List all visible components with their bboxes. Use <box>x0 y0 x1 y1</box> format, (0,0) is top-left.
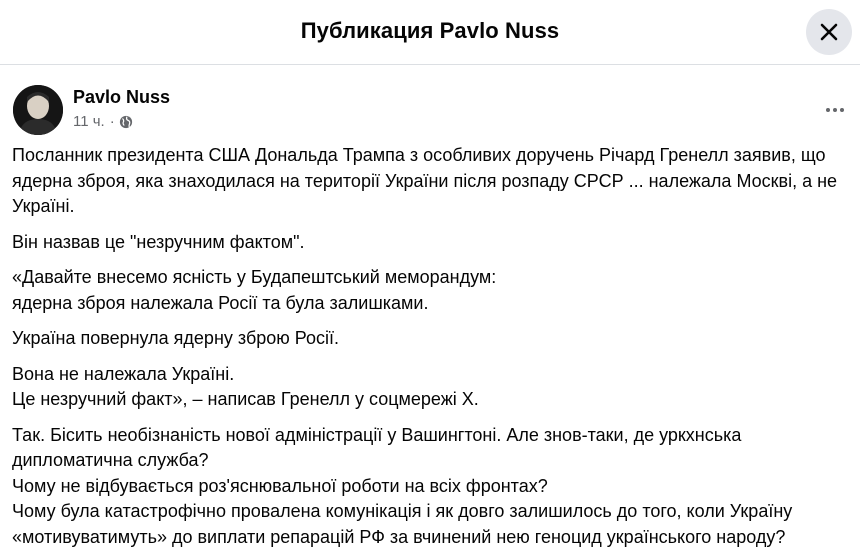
more-horizontal-icon <box>826 108 830 112</box>
post-header <box>0 65 860 143</box>
post-text-line: «Давайте внесемо ясність у Будапештський меморандум: <box>12 267 497 287</box>
post-text-line: Він назвав це "незручним фактом". <box>12 231 305 252</box>
post-text-line: Чому не відбувається роз'яснювальної роботи на всіх фронтах? <box>12 475 548 496</box>
post-text-line: Посланник президента США Дональда Трампа з особливих доручень Річард Гренелл заявив, що ядерна зброя, яка знаходилася на території України після розпаду СРСР ... належала Москві, а не Україні. <box>12 145 838 216</box>
post-text-line: Чому була катастрофічно провалена комунікація і як довго залишилось до того, коли Україну «мотивуватимуть» до виплати репарацій РФ за вчинений нею геноцид українського народу? <box>12 501 793 547</box>
author-name[interactable]: Pavlo Nuss <box>73 87 171 107</box>
globe-icon[interactable] <box>119 115 133 129</box>
post-meta <box>73 113 133 130</box>
post-paragraph <box>12 143 846 220</box>
post-text-line: Це незручний факт», – написав Гренелл у соцмережі Х. <box>12 389 479 409</box>
post-paragraph <box>12 423 846 551</box>
dialog-header <box>0 0 860 65</box>
post-text <box>0 143 860 550</box>
close-button[interactable] <box>806 9 852 55</box>
post-paragraph <box>12 362 846 413</box>
post-paragraph <box>12 230 846 256</box>
more-options-button[interactable] <box>815 95 855 125</box>
post-text-line: Так. Бісить необізнаність нової адміністрації у Вашингтоні. Але знов-таки, де уркхнська дипломатична служба? <box>12 424 742 470</box>
meta-separator: · <box>109 113 115 130</box>
post-text-line: Україна повернула ядерну зброю Росії. <box>12 328 339 348</box>
post-text-line: ядерна зброя належала Росії та була залишками. <box>12 292 429 313</box>
dialog-title: Публикация Pavlo Nuss <box>300 18 560 43</box>
post-paragraph <box>12 326 846 352</box>
avatar[interactable] <box>13 85 63 135</box>
post-paragraph <box>12 265 846 316</box>
post-time[interactable]: 11 ч. <box>73 113 105 130</box>
post-text-line: Вона не належала Україні. <box>12 363 235 384</box>
close-icon <box>819 22 839 42</box>
